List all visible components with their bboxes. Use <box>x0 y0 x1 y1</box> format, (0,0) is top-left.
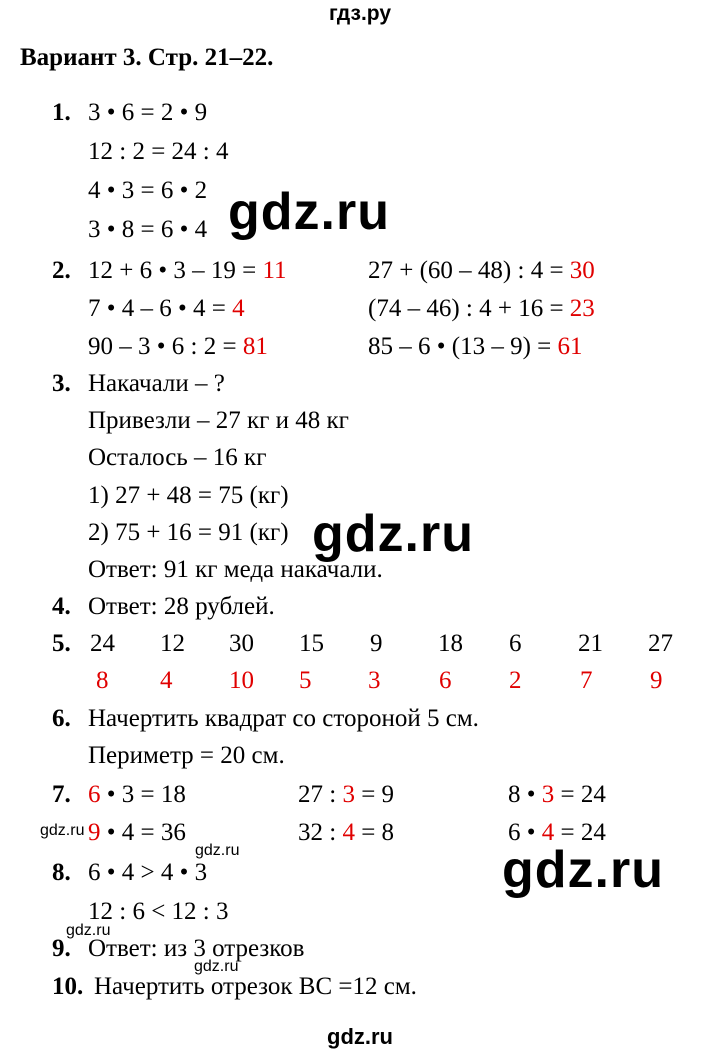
task-3-line: 2) 75 + 16 = 91 (кг) <box>88 519 289 546</box>
watermark: gdz.ru <box>312 505 474 563</box>
task-5-quotient: 7 <box>580 667 593 694</box>
task-1-line: 3 • 6 = 2 • 9 <box>88 99 208 126</box>
task-3-line: Накачали – ? <box>88 370 225 397</box>
task-2-right-row: (74 – 46) : 4 + 16 = 23 <box>368 295 595 322</box>
watermark-small: gdz.ru <box>195 842 240 859</box>
task-7-equation: 6 • 3 = 18 <box>88 781 186 808</box>
task-5-quotient: 3 <box>368 667 381 694</box>
task-6-number: 6. <box>52 705 71 732</box>
task-7-equation: 9 • 4 = 36 <box>88 819 186 846</box>
task-1-line: 12 : 2 = 24 : 4 <box>88 138 229 165</box>
watermark-small: gdz.ru <box>66 922 111 939</box>
task-4-number: 4. <box>52 593 71 620</box>
task-2-left-row: 90 – 3 • 6 : 2 = 81 <box>88 333 268 360</box>
task-3-line: 1) 27 + 48 = 75 (кг) <box>88 482 289 509</box>
task-5-dividend: 6 <box>509 630 522 657</box>
watermark-small: gdz.ru <box>40 822 85 839</box>
task-9-number: 9. <box>52 935 71 962</box>
task-2-number: 2. <box>52 257 71 284</box>
task-5-dividend: 27 <box>648 630 673 657</box>
task-1-line: 3 • 8 = 6 • 4 <box>88 216 208 243</box>
task-7-equation: 32 : 4 = 8 <box>298 819 395 846</box>
task-2-left-row: 12 + 6 • 3 – 19 = 11 <box>88 257 287 284</box>
task-3-number: 3. <box>52 370 71 397</box>
task-6-line: Периметр = 20 см. <box>88 742 285 769</box>
task-5-quotient: 5 <box>299 667 312 694</box>
task-2-right-row: 85 – 6 • (13 – 9) = 61 <box>368 333 583 360</box>
task-5-dividend: 9 <box>370 630 383 657</box>
task-5-quotient: 6 <box>439 667 452 694</box>
task-8-number: 8. <box>52 859 71 886</box>
task-2-right-row: 27 + (60 – 48) : 4 = 30 <box>368 257 595 284</box>
task-4-answer: Ответ: 28 рублей. <box>88 593 275 620</box>
task-5-dividend: 24 <box>90 630 115 657</box>
task-5-quotient: 2 <box>509 667 522 694</box>
task-5-dividend: 21 <box>578 630 603 657</box>
task-5-quotient: 9 <box>650 667 663 694</box>
task-3-line: Привезли – 27 кг и 48 кг <box>88 407 349 434</box>
task-8-line: 12 : 6 < 12 : 3 <box>88 898 229 925</box>
task-6-line: Начертить квадрат со стороной 5 см. <box>88 705 479 732</box>
task-5-dividend: 18 <box>438 630 463 657</box>
task-7-equation: 6 • 4 = 24 <box>508 819 606 846</box>
task-5-dividend: 15 <box>299 630 324 657</box>
task-9-answer: Ответ: из 3 отрезков <box>88 935 305 962</box>
task-5-dividend: 30 <box>229 630 254 657</box>
task-7-equation: 27 : 3 = 9 <box>298 781 395 808</box>
task-7-number: 7. <box>52 781 71 808</box>
task-1-line: 4 • 3 = 6 • 2 <box>88 177 208 204</box>
task-5-quotient: 8 <box>96 667 109 694</box>
task-7-equation: 8 • 3 = 24 <box>508 781 606 808</box>
task-2-left-row: 7 • 4 – 6 • 4 = 4 <box>88 295 245 322</box>
task-5-quotient: 10 <box>229 667 254 694</box>
task-3-answer: Ответ: 91 кг меда накачали. <box>88 556 383 583</box>
task-5-number: 5. <box>52 630 71 657</box>
task-3-line: Осталось – 16 кг <box>88 444 267 471</box>
task-8-line: 6 • 4 > 4 • 3 <box>88 859 208 886</box>
task-10-line: Начертить отрезок BC =12 см. <box>94 973 417 1000</box>
watermark: gdz.ru <box>228 183 390 241</box>
watermark-small: gdz.ru <box>194 958 239 975</box>
task-1-number: 1. <box>52 99 71 126</box>
site-header: гдз.ру <box>328 2 392 25</box>
task-10-number: 10. <box>52 973 84 1000</box>
task-5-quotient: 4 <box>160 667 173 694</box>
task-5-dividend: 12 <box>160 630 185 657</box>
page-title: Вариант 3. Стр. 21–22. <box>20 44 274 71</box>
watermark: gdz.ru <box>502 841 664 899</box>
footer-watermark: gdz.ru <box>327 1024 393 1049</box>
